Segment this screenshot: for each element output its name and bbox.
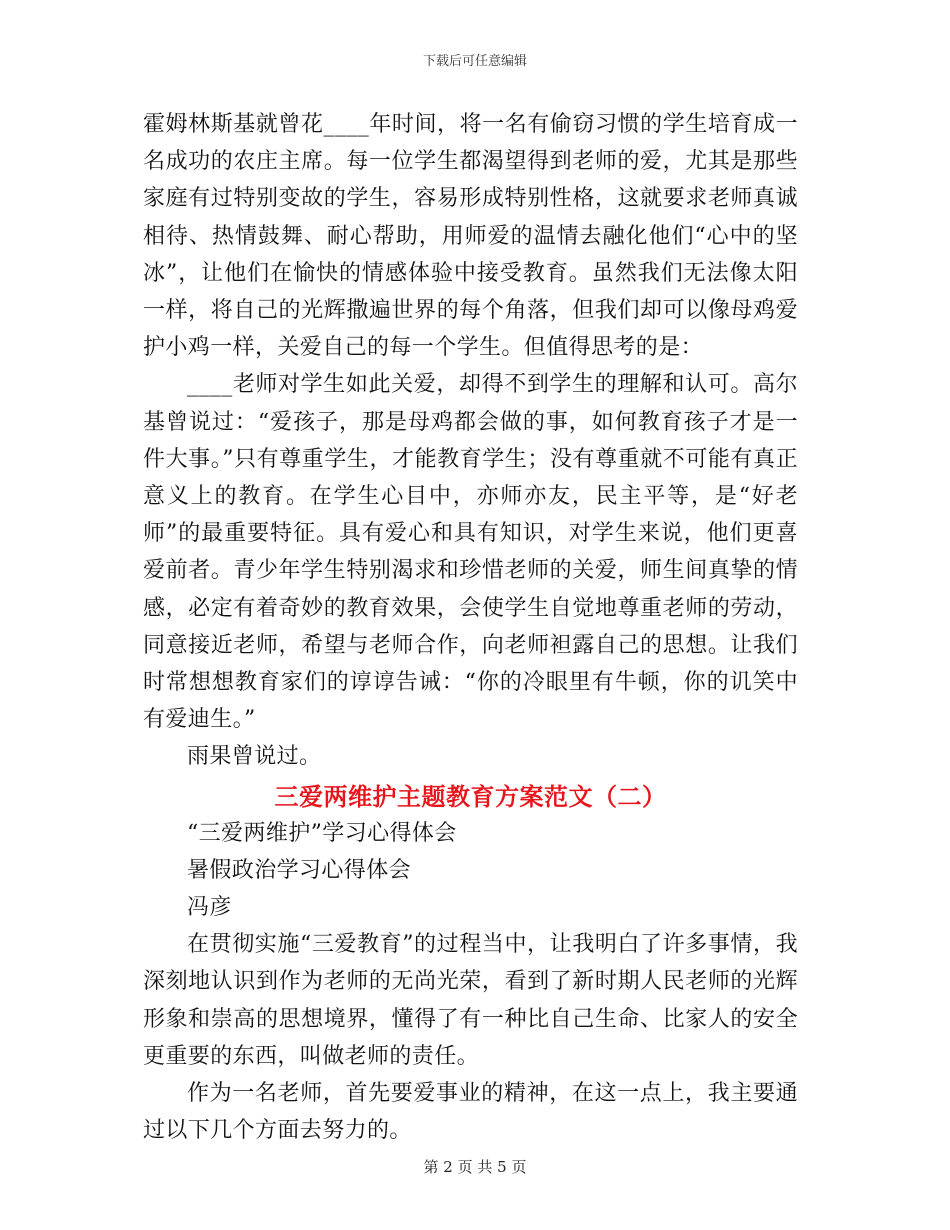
subtitle-line-1: “三爱两维护”学习心得体会 <box>187 820 457 846</box>
section-title: 三爱两维护主题教育方案范文（二） <box>274 781 667 811</box>
page-footer: 第 2 页 共 5 页 <box>423 1158 527 1176</box>
paragraph-5: 作为一名老师，首先要爱事业的精神，在这一点上，我主要通过以下几个方面去努力的。 <box>143 1081 798 1144</box>
paragraph-4: 在贯彻实施“三爱教育”的过程当中，让我明白了许多事情，我深刻地认识到作为老师的无尚光荣，看到了新时期人民老师的光辉形象和崇高的思想境界，懂得了有一种比自己生命、比家人的安全更重要的东西，叫做老师的责任。 <box>143 932 798 1069</box>
document-body <box>143 106 798 1149</box>
subtitle-line-2: 暑假政治学习心得体会 <box>187 857 412 883</box>
paragraph-3: 雨果曾说过。 <box>187 744 322 770</box>
author-name: 冯彦 <box>187 895 232 921</box>
paragraph-2: ____老师对学生如此关爱，却得不到学生的理解和认可。高尔基曾说过：“爱孩子，那是母鸡都会做的事，如何教育孩子才是一件大事。”只有尊重学生，才能教育学生；没有尊重就不可能有真正意义上的教育。在学生心目中，亦师亦友，民主平等，是“好老师”的最重要特征。具有爱心和具有知识，对学生来说，他们更喜爱前者。青少年学生特别渴求和珍惜老师的关爱，师生间真挚的情感，必定有着奇妙的教育效果，会使学生自觉地尊重老师的劳动，同意接近老师，希望与老师合作，向老师袒露自己的思想。让我们时常想想教育家们的谆谆告诫：“你的冷眼里有牛顿，你的讥笑中有爱迪生。” <box>143 372 798 733</box>
paragraph-1: 霍姆林斯基就曾花____年时间，将一名有偷窃习惯的学生培育成一名成功的农庄主席。每一位学生都渴望得到老师的爱，尤其是那些家庭有过特别变故的学生，容易形成特别性格，这就要求老师真诚相待、热情鼓舞、耐心帮助，用师爱的温情去融化他们“心中的坚冰”，让他们在愉快的情感体验中接受教育。虽然我们无法像太阳一样，将自己的光辉撒遍世界的每个角落，但我们却可以像母鸡爱护小鸡一样，关爱自己的每一个学生。但值得思考的是： <box>143 112 798 361</box>
page-header: 下载后可任意编辑 <box>422 54 527 69</box>
